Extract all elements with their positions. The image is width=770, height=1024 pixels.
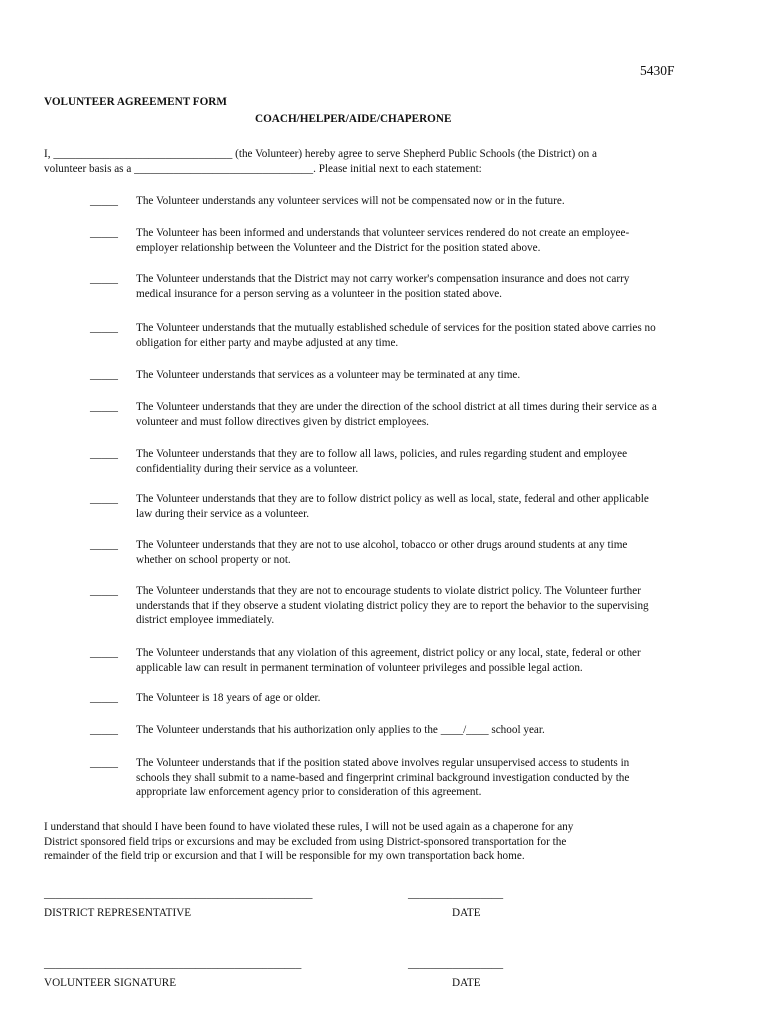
- statement-line: whether on school property or not.: [136, 553, 291, 566]
- intro-paragraph: [44, 147, 597, 176]
- statement-text: [136, 447, 736, 476]
- district-representative-label: DISTRICT REPRESENTATIVE: [44, 907, 192, 919]
- statement-line: The Volunteer is 18 years of age or older.: [136, 692, 321, 704]
- closing-paragraph: [44, 820, 573, 864]
- district-representative-date-label: DATE: [452, 907, 481, 919]
- statement-line: The Volunteer understands that the mutually established schedule of services for the position stated above carries no: [136, 322, 656, 334]
- statement-line: The Volunteer understands that they are not to use alcohol, tobacco or other drugs around students at any time: [136, 539, 628, 551]
- statement-line: The Volunteer understands that services as a volunteer may be terminated at any time.: [136, 369, 521, 381]
- initial-blank[interactable]: _____: [90, 493, 118, 505]
- initial-blank[interactable]: _____: [90, 647, 118, 659]
- district-representative-date-line[interactable]: _________________: [408, 888, 504, 900]
- initial-blank[interactable]: _____: [90, 369, 118, 381]
- statement-line: The Volunteer understands that they are under the direction of the school district at all times during their service as a: [136, 401, 657, 413]
- statement-text: [136, 646, 736, 675]
- statement-line: The Volunteer understands that they are to follow all laws, policies, and rules regarding student and employee: [136, 448, 628, 460]
- statement-line: district employee immediately.: [136, 614, 275, 627]
- volunteer-signature-line[interactable]: ______________________________________________: [44, 958, 302, 970]
- statement-line: The Volunteer has been informed and understands that volunteer services rendered do not create an employee-: [136, 227, 630, 239]
- form-number: 5430F: [640, 63, 675, 78]
- statement-line: understands that if they observe a student violating district policy they are to report the behavior to the supervising: [136, 599, 649, 612]
- statement-line: schools they shall submit to a name-based and fingerprint criminal background investigation conducted by the: [136, 771, 630, 784]
- statement-text: [136, 226, 736, 255]
- statement-line: The Volunteer understands that they are to follow district policy as well as local, state, federal and other applicable: [136, 493, 649, 505]
- form-subtitle: COACH/HELPER/AIDE/CHAPERONE: [255, 113, 452, 125]
- intro-line: volunteer basis as a ________________________________. Please initial next to each statement:: [44, 162, 482, 175]
- initial-blank[interactable]: _____: [90, 757, 118, 769]
- initial-blank[interactable]: _____: [90, 448, 118, 460]
- statement-text: [136, 723, 736, 738]
- statement-line: The Volunteer understands that if the position stated above involves regular unsupervised access to students in: [136, 757, 630, 769]
- form-title: VOLUNTEER AGREEMENT FORM: [44, 96, 227, 108]
- statement-line: law during their service as a volunteer.: [136, 507, 310, 520]
- closing-line: remainder of the field trip or excursion and that I will be responsible for my own transportation back home.: [44, 850, 525, 863]
- statement-text: [136, 538, 736, 567]
- initial-blank[interactable]: _____: [90, 273, 118, 285]
- statement-text: [136, 321, 736, 350]
- statement-text: [136, 756, 736, 800]
- initial-blank[interactable]: _____: [90, 692, 118, 704]
- statement-line: The Volunteer understands that the District may not carry worker's compensation insurance and does not carry: [136, 273, 630, 285]
- initial-blank[interactable]: _____: [90, 539, 118, 551]
- closing-line: District sponsored field trips or excursions and may be excluded from using District-sponsored transportation for the: [44, 835, 567, 848]
- statement-line: employer relationship between the Volunteer and the District for the position stated above.: [136, 241, 541, 254]
- statement-line: The Volunteer understands that his authorization only applies to the ____/____ school year.: [136, 724, 545, 736]
- initial-blank[interactable]: _____: [90, 227, 118, 239]
- initial-blank[interactable]: _____: [90, 401, 118, 413]
- statement-line: The Volunteer understands that they are not to encourage students to violate district policy. The Volunteer further: [136, 585, 641, 597]
- volunteer-signature-label: VOLUNTEER SIGNATURE: [44, 977, 177, 989]
- statement-line: medical insurance for a person serving as a volunteer in the position stated above.: [136, 287, 502, 300]
- statement-text: [136, 584, 736, 628]
- initial-blank[interactable]: _____: [90, 585, 118, 597]
- initial-blank[interactable]: _____: [90, 322, 118, 334]
- statement-text: [136, 492, 736, 521]
- statement-text: [136, 691, 736, 706]
- closing-line: I understand that should I have been found to have violated these rules, I will not be used again as a chaperone for any: [44, 821, 574, 833]
- statement-line: obligation for either party and maybe adjusted at any time.: [136, 336, 399, 349]
- statement-line: applicable law can result in permanent termination of volunteer privileges and possible legal action.: [136, 661, 583, 674]
- statement-line: The Volunteer understands any volunteer services will not be compensated now or in the future.: [136, 195, 565, 207]
- initial-blank[interactable]: _____: [90, 195, 118, 207]
- statement-line: confidentiality during their service as a volunteer.: [136, 462, 359, 475]
- volunteer-date-line[interactable]: _________________: [408, 958, 504, 970]
- statement-text: [136, 368, 736, 383]
- statement-text: [136, 194, 736, 209]
- statement-line: appropriate law enforcement agency prior to consideration of this agreement.: [136, 786, 482, 799]
- statement-line: volunteer and must follow directives given by district employees.: [136, 415, 429, 428]
- district-representative-signature-line[interactable]: ________________________________________________: [44, 888, 313, 900]
- initial-blank[interactable]: _____: [90, 724, 118, 736]
- statement-text: [136, 272, 736, 301]
- volunteer-date-label: DATE: [452, 977, 481, 989]
- intro-line: I, ________________________________ (the Volunteer) hereby agree to serve Shepherd Public Schools (the District) on a: [44, 148, 597, 160]
- statement-text: [136, 400, 736, 429]
- statement-line: The Volunteer understands that any violation of this agreement, district policy or any local, state, federal or other: [136, 647, 641, 659]
